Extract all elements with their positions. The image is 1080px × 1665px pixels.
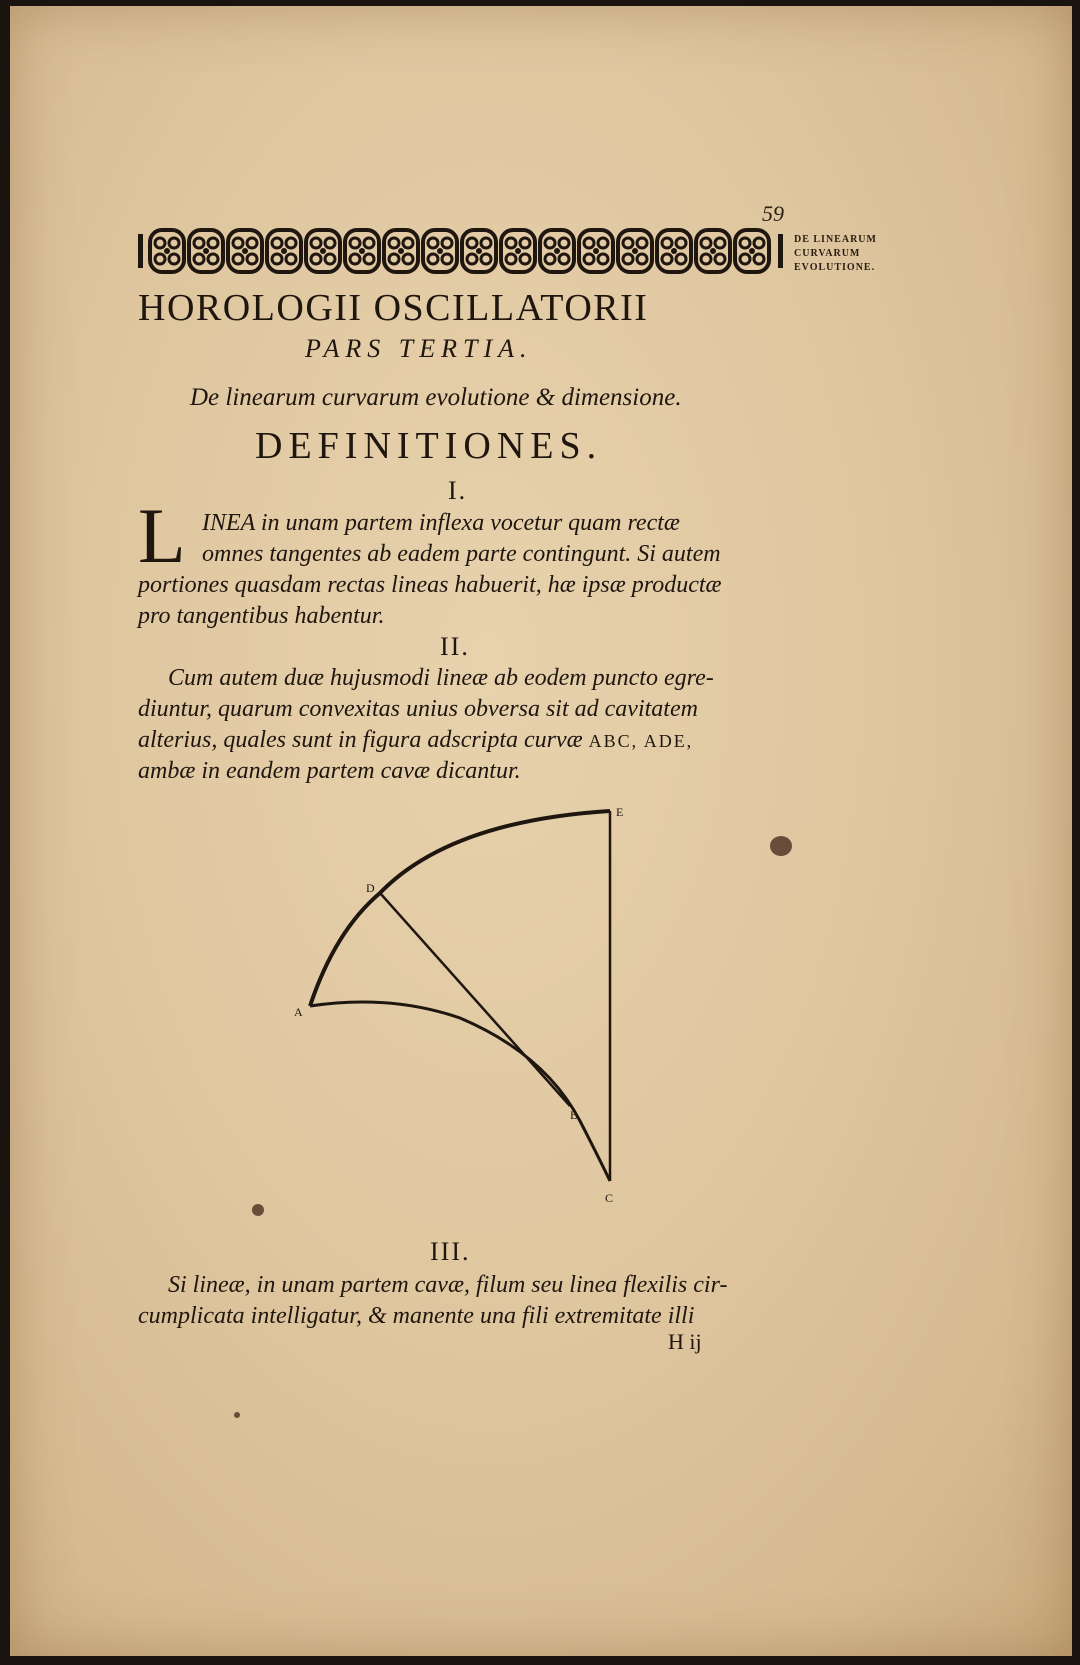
definition-3-line: Si lineæ, in unam partem cavæ, filum seu linea flexilis cir- [168, 1272, 728, 1298]
figure-label-c: C [605, 1191, 614, 1205]
margin-note [794, 233, 894, 275]
main-title: HOROLOGII OSCILLATORII [138, 287, 649, 329]
book-page [10, 6, 1072, 1656]
ink-stain [252, 1204, 264, 1216]
definition-2-line-text: alterius, quales sunt in figura adscripta curvæ [138, 727, 583, 753]
geometric-figure [280, 796, 650, 1216]
definition-2-line: Cum autem duæ hujusmodi lineæ ab eodem puncto egre- [168, 665, 714, 691]
tangent-line-db [380, 893, 570, 1106]
definition-1-line: omnes tangentes ab eadem parte contingunt. Si autem [202, 541, 721, 567]
curve-abc [310, 1002, 610, 1181]
section-heading: De linearum curvarum evolutione & dimensione. [190, 384, 682, 411]
definition-3-line: cumplicata intelligatur, & manente una fili extremitate illi [138, 1303, 695, 1329]
definition-2-line: diuntur, quarum convexitas unius obversa sit ad cavitatem [138, 696, 698, 722]
drop-cap: L [138, 492, 186, 579]
curve-ade [310, 811, 610, 1006]
definitions-heading: DEFINITIONES. [255, 425, 603, 467]
definition-numeral-3: III. [430, 1237, 471, 1266]
definition-numeral-1: I. [448, 476, 468, 505]
subtitle: PARS TERTIA. [305, 334, 533, 363]
figure-curve-labels: ABC, ADE, [588, 731, 694, 751]
ornament-band [138, 226, 788, 276]
definition-1-line: portiones quasdam rectas lineas habuerit, hæ ipsæ productæ [138, 572, 722, 598]
definition-1-line: INEA in unam partem inflexa vocetur quam rectæ [202, 510, 680, 536]
margin-note-line: CURVARUM [794, 248, 861, 259]
figure-label-e: E [616, 805, 624, 819]
ink-stain [770, 836, 792, 856]
figure-label-b: B [570, 1108, 579, 1122]
margin-note-line: EVOLUTIONE. [794, 262, 876, 273]
definition-numeral-2: II. [440, 632, 470, 661]
ink-stain [234, 1412, 240, 1418]
page-number: 59 [762, 201, 784, 226]
margin-note-line: DE LINEARUM [794, 234, 877, 245]
definition-2-line: ambæ in eandem partem cavæ dicantur. [138, 758, 521, 784]
definition-2-line [138, 725, 693, 757]
signature-mark: H ij [668, 1329, 702, 1354]
figure-label-a: A [294, 1005, 303, 1019]
definition-1-line: pro tangentibus habentur. [138, 603, 385, 629]
figure-label-d: D [366, 881, 375, 895]
